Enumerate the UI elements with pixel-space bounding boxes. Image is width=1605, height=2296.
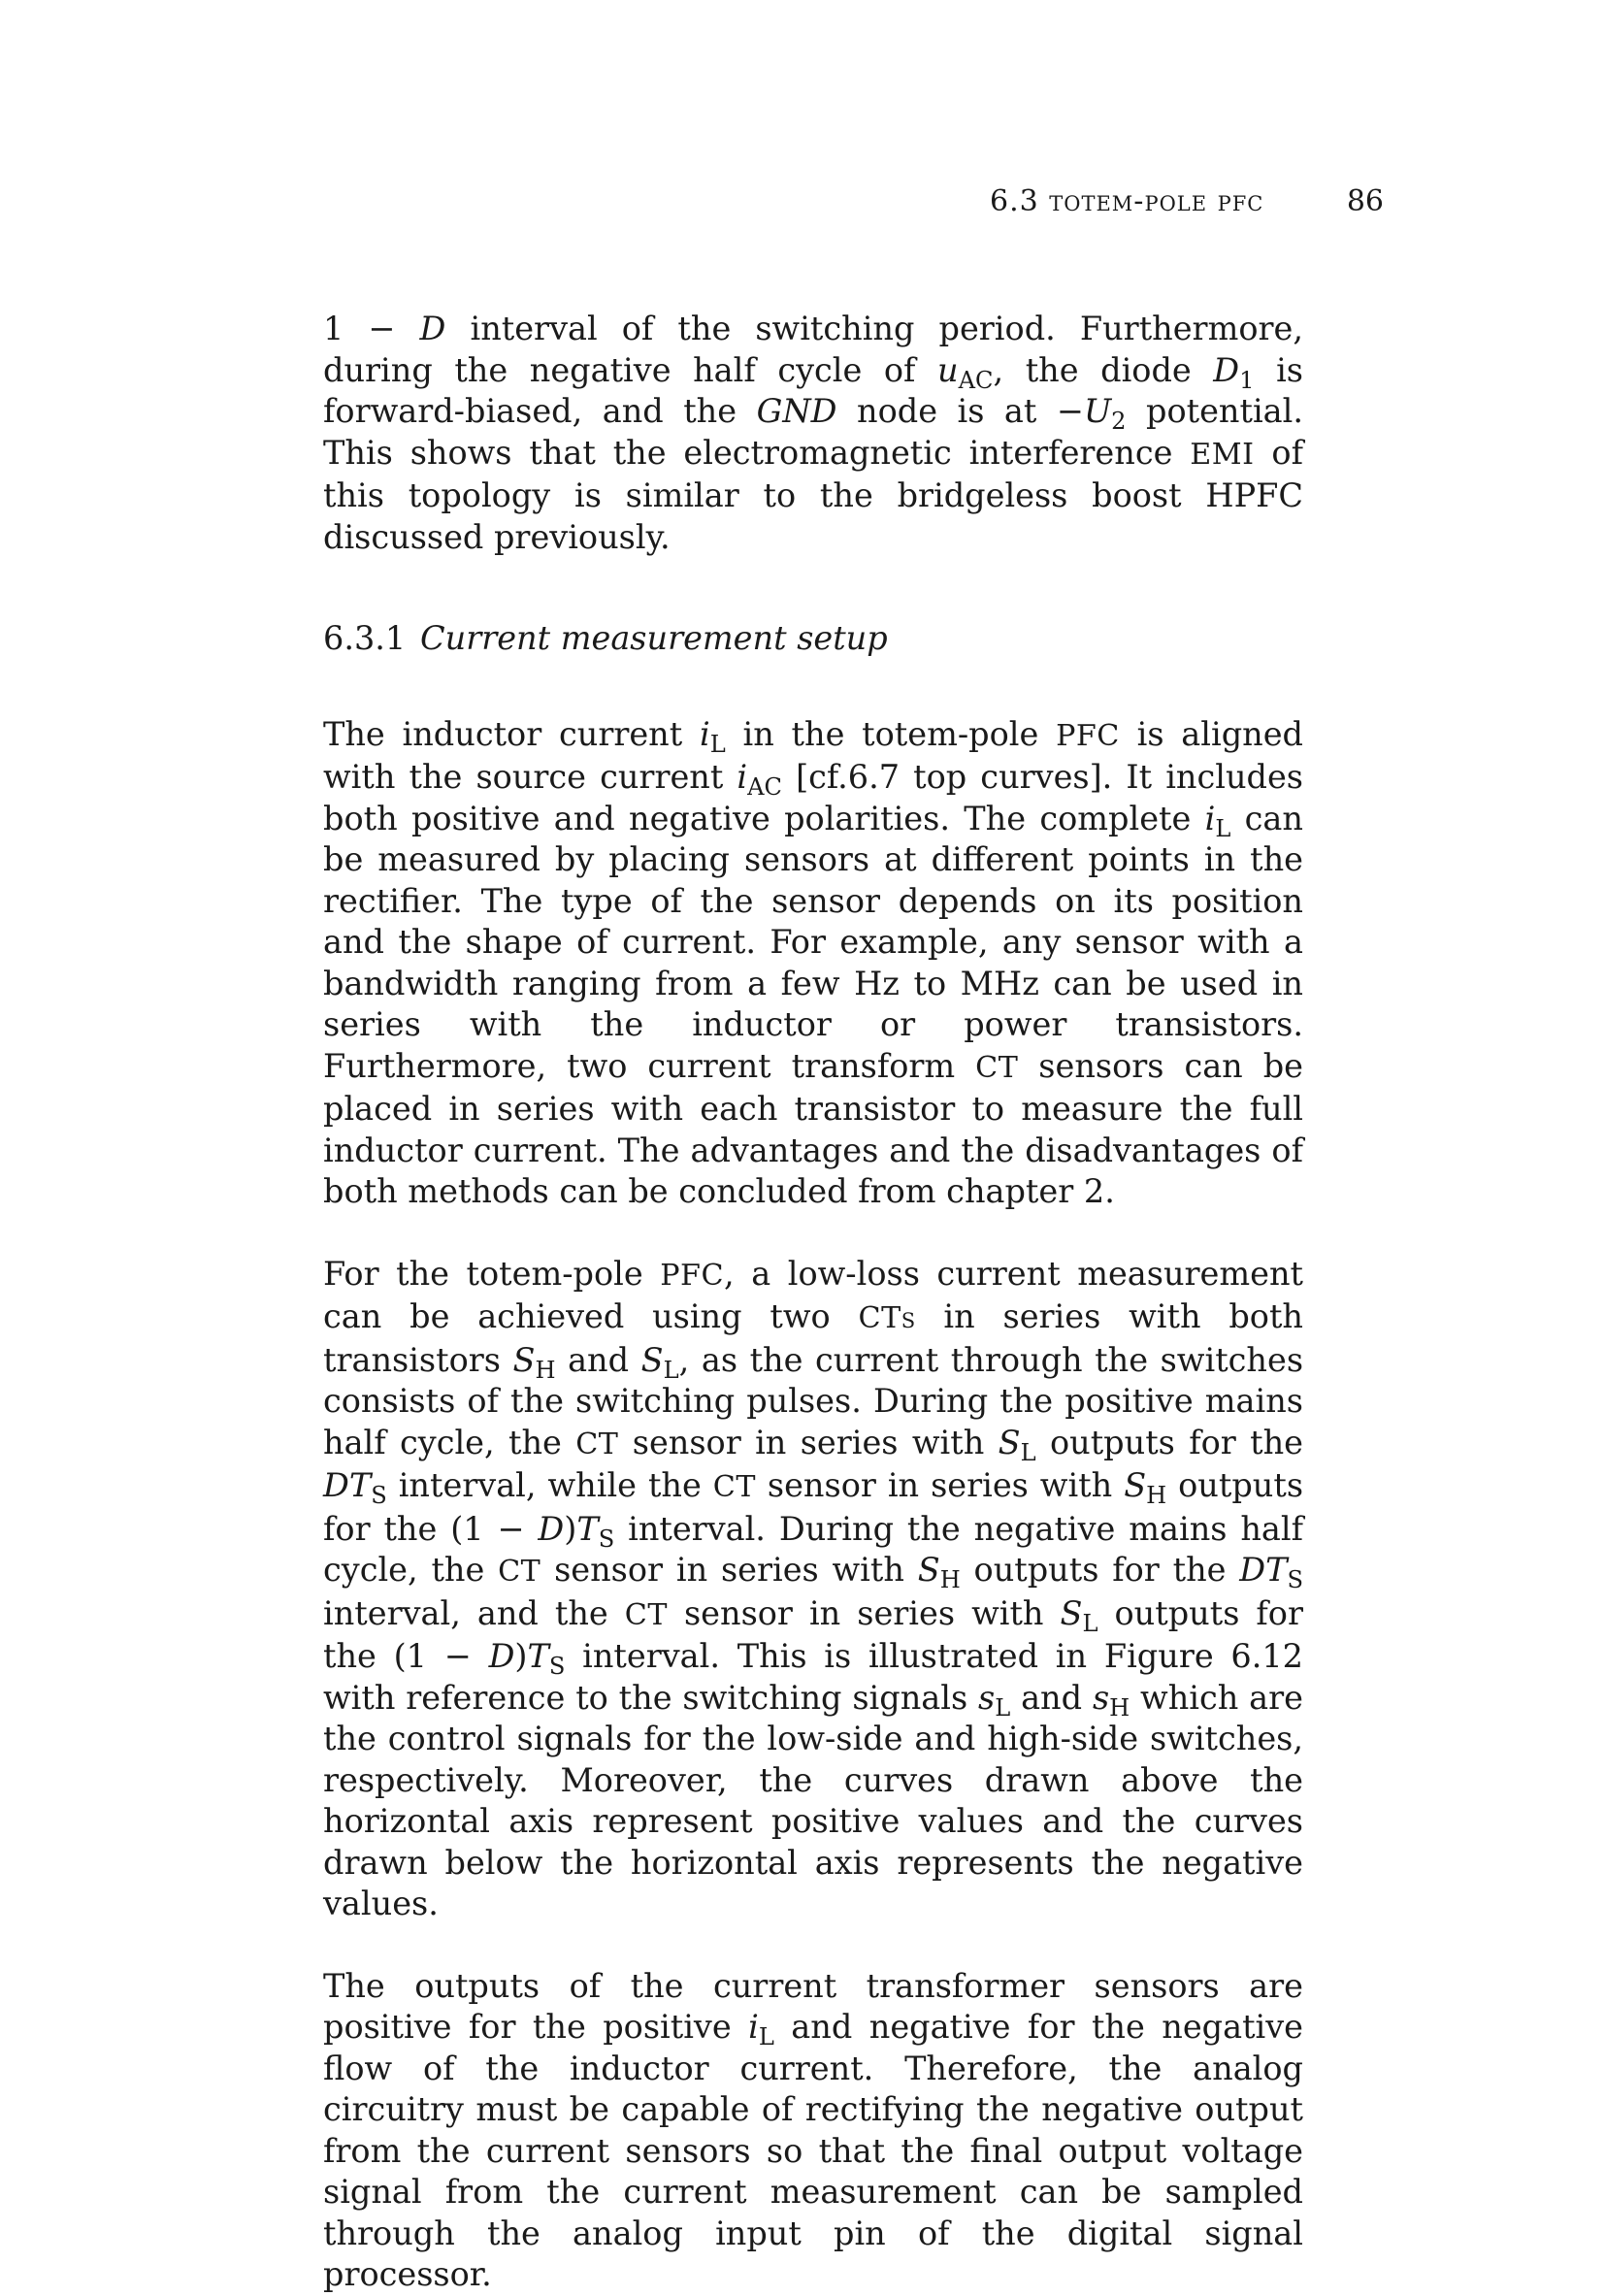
paragraph-1: 1 − D interval of the switching period. Furthermore, during the negative half cycle of $u_{AC}$, the diode $D_1$ is forward-biased, and the GND node is at $-U_2$ potential. This shows that the electromagnetic interference EMI of this topology is similar to the bridgeless boost HPFC discussed previously. xyxy=(323,310,1303,556)
subsection-title: Current measurement setup xyxy=(420,619,888,657)
subsection-heading xyxy=(323,618,1303,660)
subsection-number: 6.3.1 xyxy=(323,619,407,657)
running-header xyxy=(990,178,1390,226)
header-section-title: 6.3 totem-pole pfc xyxy=(990,184,1264,218)
paragraph-2: The inductor current $i_L$ in the totem-pole PFC is aligned with the source current $i_{AC}$ [cf.6.7 top curves]. It includes both positive and negative polarities. The complete $i_L$ can be measured by placing sensors at different points in the rectifier. The type of the sensor depends on its position and the shape of current. For example, any sensor with a bandwidth ranging from a few Hz to MHz can be used in series with the inductor or power transistors. Furthermore, two current transform CT sensors can be placed in series with each transistor to measure the full inductor current. The advantages and the disadvantages of both methods can be concluded from chapter 2. xyxy=(323,714,1304,1210)
main-text xyxy=(323,309,1303,2296)
page-number: 86 xyxy=(1346,184,1384,218)
paragraph-4: The outputs of the current transformer sensors are positive for the positive $i_L$ and negative for the negative flow of the inductor current. Therefore, the analog circuitry must be capable of rectifying the negative output from the current sensors so that the final output voltage signal from the current measurement can be sampled through the analog input pin of the digital signal processor. xyxy=(323,1966,1304,2293)
paragraph-3: For the totem-pole PFC, a low-loss current measurement can be achieved using two CTs in series with both transistors $S_H$ and $S_L$, as the current through the switches consists of the switching pulses. During the positive mains half cycle, the CT sensor in series with $S_L$ outputs for the $DT_S$ interval, while the CT sensor in series with $S_H$ outputs for the $(1 - D)T_S$ interval. During the negative mains half cycle, the CT sensor in series with $S_H$ outputs for the $DT_S$ interval, and the CT sensor in series with $S_L$ outputs for the $(1 - D)T_S$ interval. This is illustrated in Figure 6.12 with reference to the switching signals $s_L$ and $s_H$ which are the control signals for the low-side and high-side switches, respectively. Moreover, the curves drawn above the horizontal axis represent positive values and the curves drawn below the horizontal axis represents the negative values. xyxy=(323,1254,1304,1922)
